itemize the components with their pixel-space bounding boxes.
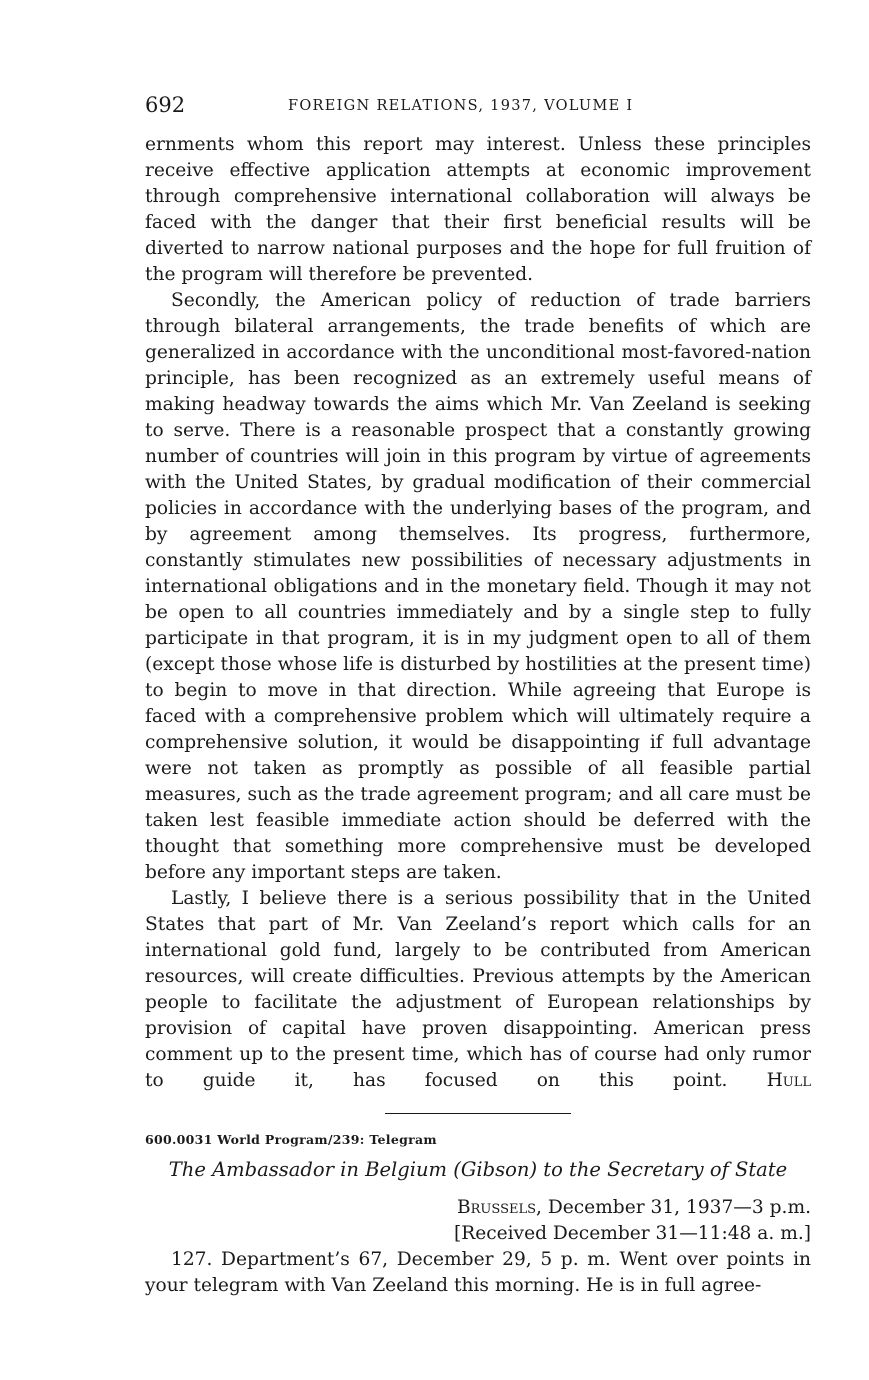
received-line: [Received December 31—11:48 a. m.] xyxy=(453,1223,811,1244)
running-head: FOREIGN RELATIONS, 1937, VOLUME I xyxy=(288,98,634,114)
telegram-body: 127. Department’s 67, December 29, 5 p. m. Went over points in your telegram with Van Zeeland this morning. He is in full agree- xyxy=(145,1249,811,1296)
paragraph-lastly-text: Lastly, I believe there is a serious possibility that in the United States that part of Mr. Van Zeeland’s report which calls for an international gold fund, largely to be contributed from American resources, will create difficulties. Previous attempts by the American people to facilitate the adjustment of European relationships by provision of capital have proven disappointing. American press comment up to the present time, which has of course had only rumor to guide it, has focused on this point. xyxy=(145,888,811,1091)
page-header xyxy=(145,92,811,118)
signature: Hull xyxy=(766,1070,811,1091)
paragraph-lastly xyxy=(145,886,811,1094)
section-divider xyxy=(385,1113,571,1114)
document-title: The Ambassador in Belgium (Gibson) to the Secretary of State xyxy=(168,1158,788,1181)
file-reference: 600.0031 World Program/239: Telegram xyxy=(145,1132,437,1147)
dateline-place: Brussels, xyxy=(456,1197,542,1218)
dateline xyxy=(145,1195,811,1221)
dateline-date: December 31, 1937—3 p.m. xyxy=(547,1197,811,1218)
page-number: 692 xyxy=(145,93,186,117)
paragraph-secondly: Secondly, the American policy of reduction of trade barriers through bilateral arrangements, the trade benefits of which are generalized in accordance with the unconditional most-favored-nation principle, has been recognized as an extremely useful means of making headway towards the aims which Mr. Van Zeeland is seeking to serve. There is a reasonable prospect that a constantly growing number of countries will join in this program by virtue of agreements with the United States, by gradual modification of their commercial policies in accordance with the underlying bases of the program, and by agreement among themselves. Its progress, furthermore, constantly stimulates new possibilities of necessary adjustments in international obligations and in the monetary field. Though it may not be open to all countries immediately and by a single step to fully participate in that program, it is in my judgment open to all of them (except those whose life is disturbed by hostilities at the present time) to begin to move in that direction. While agreeing that Europe is faced with a comprehensive problem which will ultimately require a comprehensive solution, it would be disappointing if full advantage were not taken as promptly as possible of all feasible partial measures, such as the trade agreement program; and all care must be taken lest feasible immediate action should be deferred with the thought that something more comprehensive must be developed before any important steps are taken. xyxy=(145,290,811,883)
paragraph-continuation: ernments whom this report may interest. Unless these principles receive effective application attempts at economic improvement through comprehensive international collaboration will always be faced with the danger that their first beneficial results will be diverted to narrow national purposes and the hope for full fruition of the program will therefore be prevented. xyxy=(145,134,811,285)
document-page xyxy=(145,92,811,1299)
